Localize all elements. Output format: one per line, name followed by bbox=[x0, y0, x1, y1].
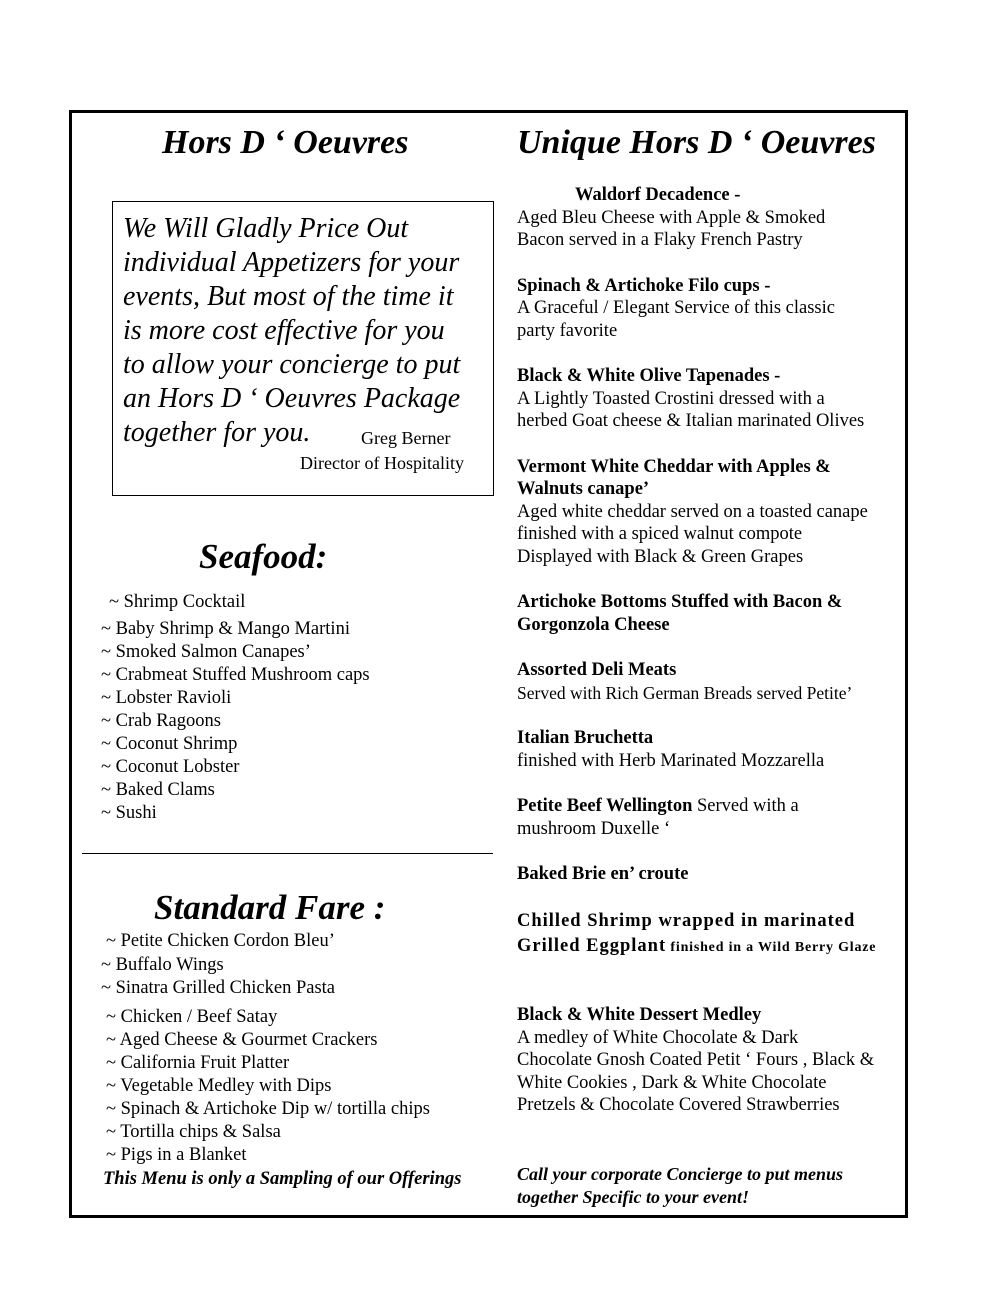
item-name: Vermont White Cheddar with Apples & bbox=[517, 457, 831, 477]
quote-line: to allow your concierge to put bbox=[123, 349, 461, 380]
list-item: ~ Vegetable Medley with Dips bbox=[106, 1076, 332, 1096]
list-item: ~ Baby Shrimp & Mango Martini bbox=[101, 619, 350, 639]
quote-box bbox=[112, 201, 494, 496]
list-item: ~ Sinatra Grilled Chicken Pasta bbox=[101, 978, 336, 998]
item-name: Walnuts canape’ bbox=[517, 479, 650, 499]
item-desc: party favorite bbox=[517, 321, 618, 341]
sampling-note: This Menu is only a Sampling of our Offerings bbox=[103, 1169, 462, 1189]
item-name: Italian Bruchetta bbox=[517, 728, 654, 748]
item-name: Waldorf Decadence - bbox=[575, 185, 741, 205]
item-desc: Displayed with Black & Green Grapes bbox=[517, 547, 804, 567]
item-desc: Served with Rich German Breads served Petite’ bbox=[517, 683, 853, 703]
list-item: ~ Tortilla chips & Salsa bbox=[106, 1122, 281, 1142]
standard-list bbox=[106, 1006, 430, 1167]
item-desc: Served with a bbox=[692, 796, 799, 816]
item-desc: Chocolate Gnosh Coated Petit ‘ Fours , Black & bbox=[517, 1050, 875, 1070]
quote-line: is more cost effective for you bbox=[123, 315, 445, 346]
list-item: ~ Sushi bbox=[101, 803, 157, 823]
item-desc: A Graceful / Elegant Service of this classic bbox=[517, 298, 835, 318]
list-item: ~ Spinach & Artichoke Dip w/ tortilla chips bbox=[106, 1099, 430, 1119]
item-desc: finished with Herb Marinated Mozzarella bbox=[517, 751, 825, 771]
section-divider bbox=[82, 853, 493, 854]
list-item: ~ Coconut Lobster bbox=[101, 757, 240, 777]
list-item: ~ Smoked Salmon Canapes’ bbox=[101, 642, 311, 662]
standard-list bbox=[101, 954, 335, 1000]
list-item: ~ Buffalo Wings bbox=[101, 955, 224, 975]
item-desc: Aged white cheddar served on a toasted canape bbox=[517, 502, 868, 522]
list-item: ~ Shrimp Cocktail bbox=[109, 592, 246, 612]
signer-title: Director of Hospitality bbox=[300, 453, 464, 473]
item-desc: A Lightly Toasted Crostini dressed with a bbox=[517, 389, 825, 409]
wellington-line bbox=[517, 795, 799, 818]
list-item: ~ Baked Clams bbox=[101, 780, 215, 800]
list-item: ~ California Fruit Platter bbox=[106, 1053, 290, 1073]
list-item: ~ Lobster Ravioli bbox=[101, 688, 232, 708]
standard-list bbox=[106, 930, 335, 953]
item-desc: White Cookies , Dark & White Chocolate bbox=[517, 1073, 827, 1093]
item-name: Black & White Dessert Medley bbox=[517, 1005, 762, 1025]
seafood-list bbox=[101, 618, 370, 825]
standard-title: Standard Fare : bbox=[154, 888, 386, 927]
menu-page bbox=[69, 110, 908, 1218]
shrimp-line bbox=[517, 935, 876, 960]
call-note: Call your corporate Concierge to put menus bbox=[517, 1164, 844, 1184]
item-name: Artichoke Bottoms Stuffed with Bacon & bbox=[517, 592, 843, 612]
left-title: Hors D ‘ Oeuvres bbox=[162, 124, 409, 161]
list-item: ~ Coconut Shrimp bbox=[101, 734, 238, 754]
item-name: Spinach & Artichoke Filo cups - bbox=[517, 276, 771, 296]
item-name: Assorted Deli Meats bbox=[517, 660, 677, 680]
call-note: together Specific to your event! bbox=[517, 1187, 749, 1207]
seafood-list bbox=[109, 591, 245, 614]
list-item: ~ Chicken / Beef Satay bbox=[106, 1007, 278, 1027]
quote-line: events, But most of the time it bbox=[123, 281, 454, 312]
item-name: Grilled Eggplant bbox=[517, 936, 667, 956]
item-desc: finished in a Wild Berry Glaze bbox=[666, 940, 877, 955]
quote-line: together for you. bbox=[123, 417, 311, 448]
item-name: Baked Brie en’ croute bbox=[517, 864, 689, 884]
item-desc: Aged Bleu Cheese with Apple & Smoked bbox=[517, 208, 826, 228]
list-item: ~ Aged Cheese & Gourmet Crackers bbox=[106, 1030, 378, 1050]
seafood-title: Seafood: bbox=[199, 537, 328, 576]
list-item: ~ Crab Ragoons bbox=[101, 711, 221, 731]
right-title: Unique Hors D ‘ Oeuvres bbox=[517, 124, 876, 161]
item-desc: A medley of White Chocolate & Dark bbox=[517, 1028, 799, 1048]
item-name: Petite Beef Wellington bbox=[517, 796, 693, 816]
list-item: ~ Petite Chicken Cordon Bleu’ bbox=[106, 931, 335, 951]
item-name: Chilled Shrimp wrapped in marinated bbox=[517, 911, 856, 931]
item-desc: Pretzels & Chocolate Covered Strawberries bbox=[517, 1095, 840, 1115]
item-desc: Bacon served in a Flaky French Pastry bbox=[517, 230, 803, 250]
item-desc: finished with a spiced walnut compote bbox=[517, 524, 803, 544]
signer-name: Greg Berner bbox=[361, 428, 451, 448]
quote-line: an Hors D ‘ Oeuvres Package bbox=[123, 383, 461, 414]
item-name: Black & White Olive Tapenades - bbox=[517, 366, 781, 386]
item-desc: mushroom Duxelle ‘ bbox=[517, 819, 671, 839]
list-item: ~ Pigs in a Blanket bbox=[106, 1145, 247, 1165]
quote-line: individual Appetizers for your bbox=[123, 247, 460, 278]
list-item: ~ Crabmeat Stuffed Mushroom caps bbox=[101, 665, 370, 685]
item-desc: herbed Goat cheese & Italian marinated Olives bbox=[517, 411, 865, 431]
item-name: Gorgonzola Cheese bbox=[517, 615, 670, 635]
quote-line: We Will Gladly Price Out bbox=[123, 213, 409, 244]
